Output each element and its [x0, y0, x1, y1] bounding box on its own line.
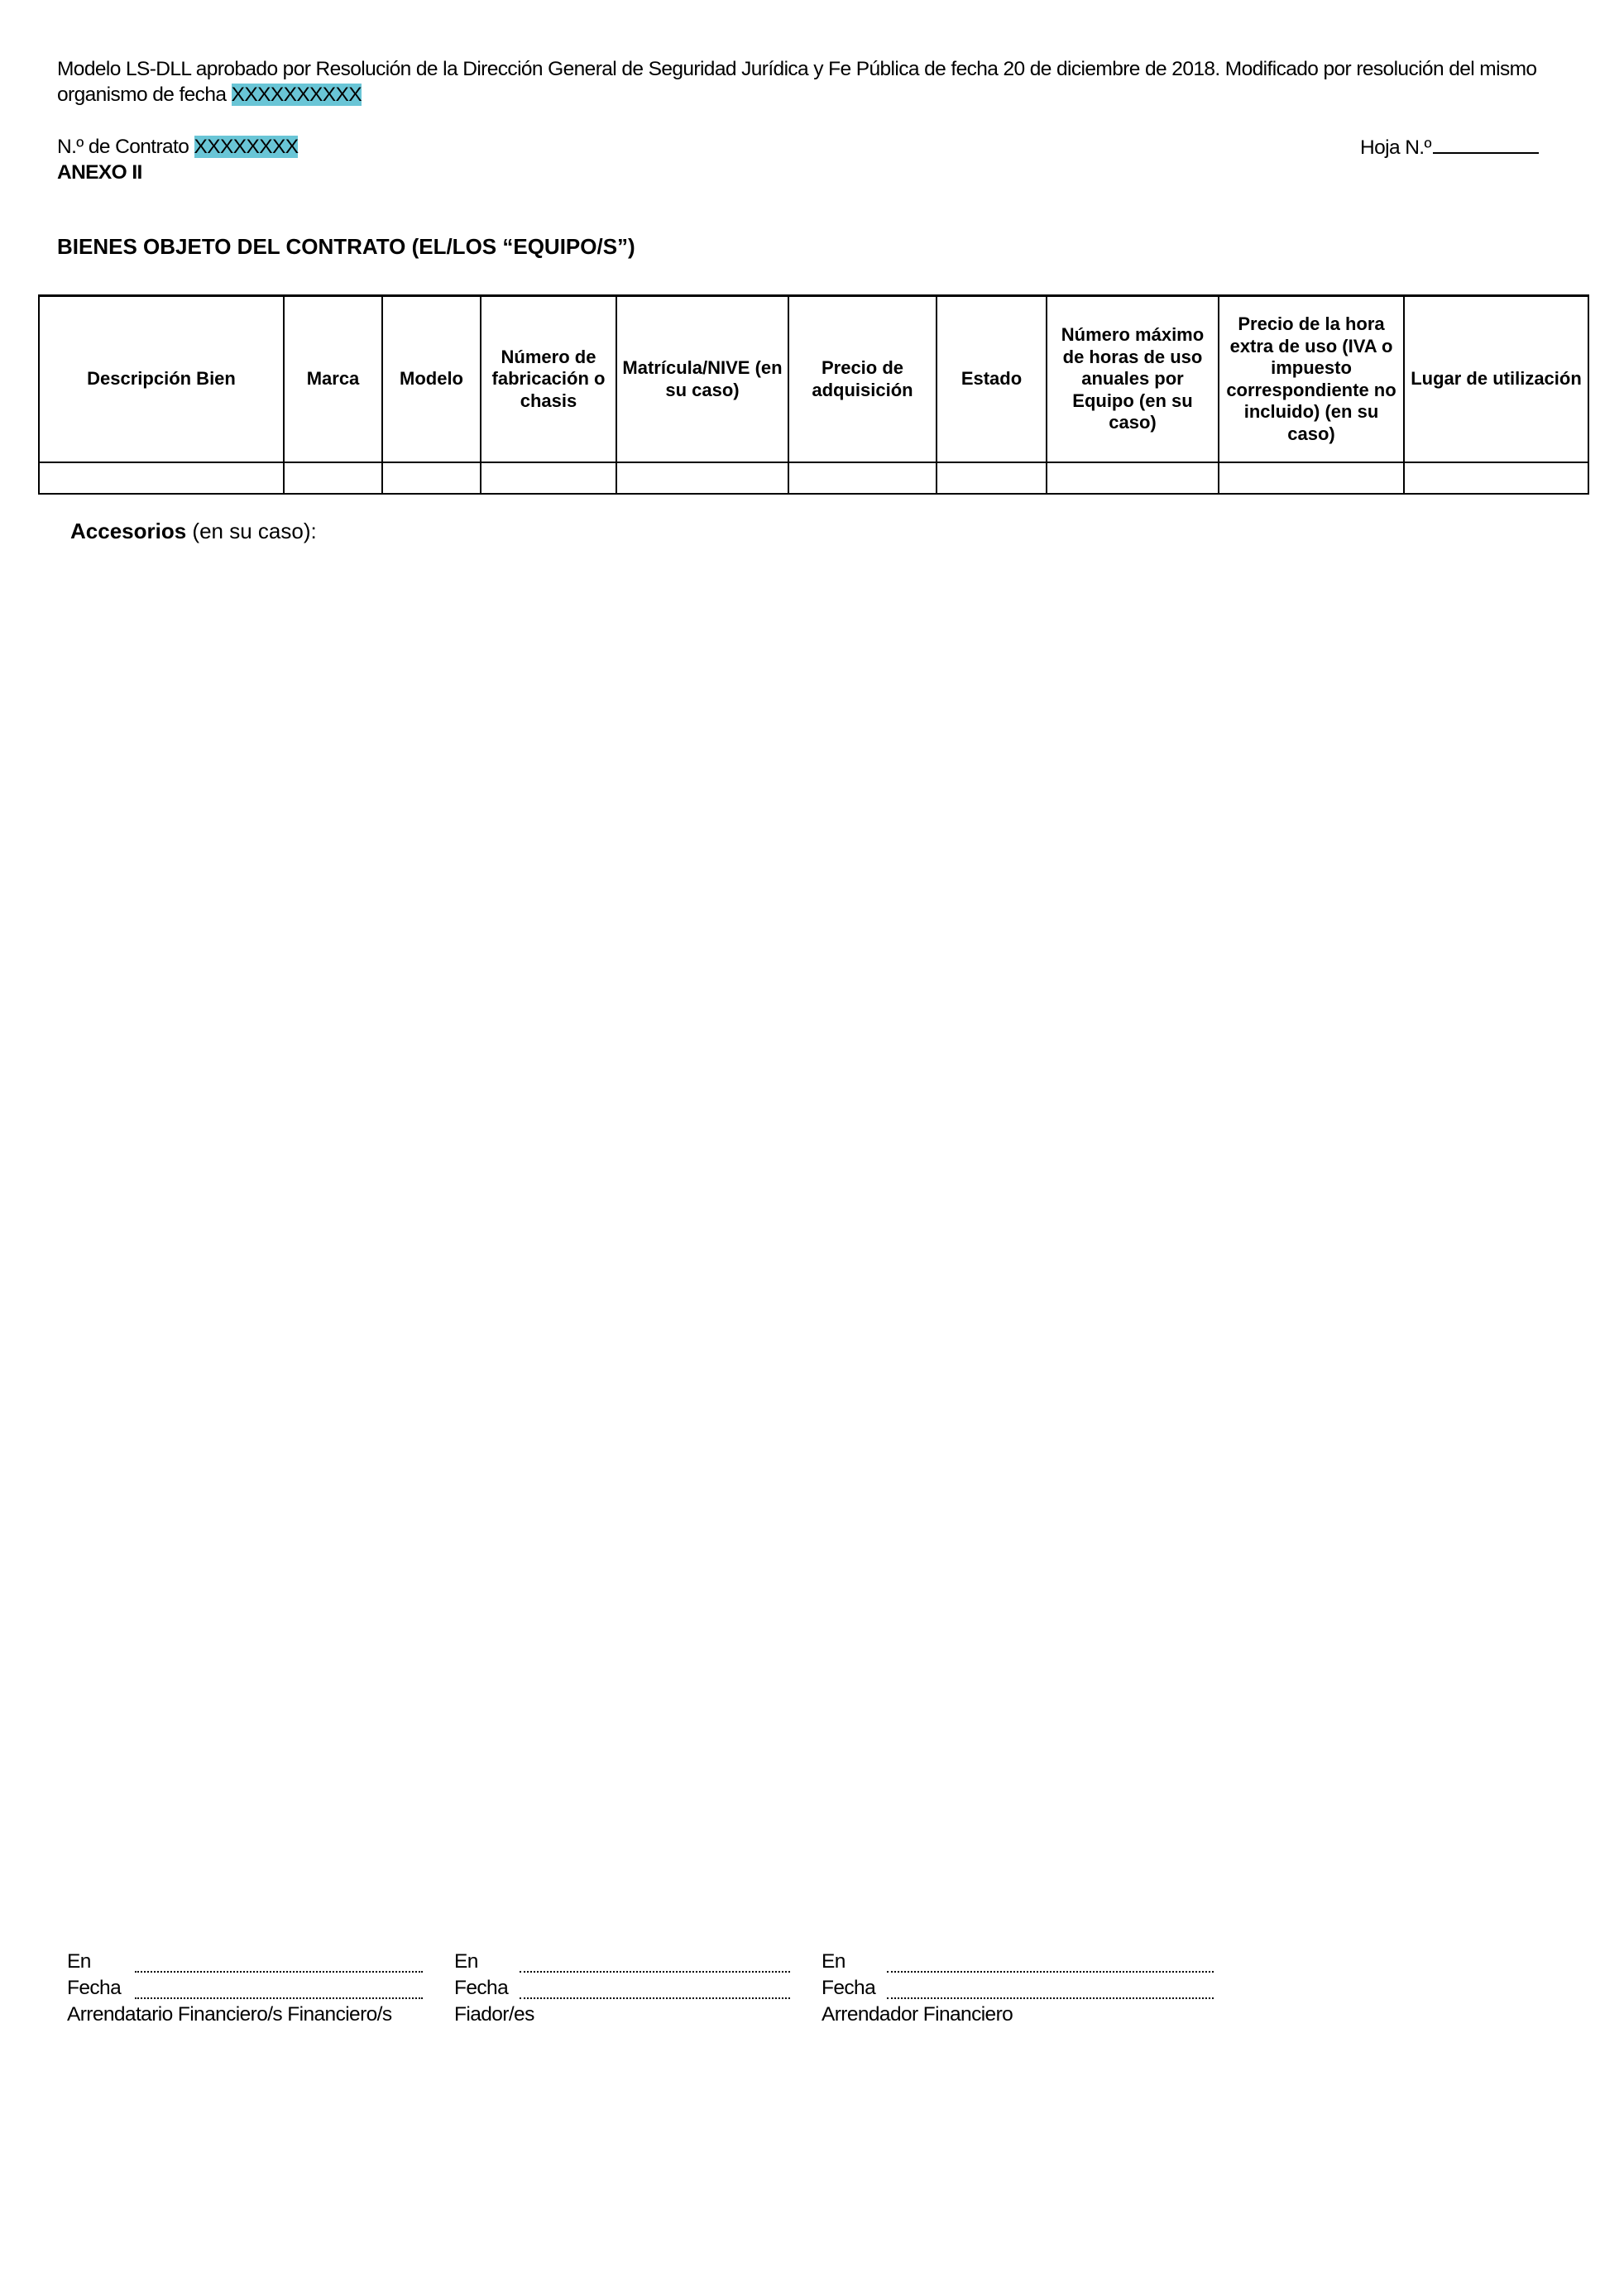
table-cell — [1047, 462, 1219, 494]
place-label: En — [822, 1950, 846, 1973]
signature-date-row — [454, 1975, 790, 2002]
table-cell — [1219, 462, 1404, 494]
table-cell — [39, 462, 284, 494]
date-label: Fecha — [67, 1977, 122, 1999]
signature-role: Arrendador Financiero — [822, 2003, 1013, 2026]
contract-label: N.º de Contrato — [57, 136, 189, 158]
table-cell — [937, 462, 1047, 494]
date-blank — [135, 1997, 423, 1999]
date-blank — [887, 1997, 1214, 1999]
sheet-number — [1360, 134, 1539, 160]
table-cell — [1404, 462, 1588, 494]
signature-block-lessee — [67, 1949, 423, 2028]
sheet-number-blank — [1433, 134, 1539, 154]
table-row — [39, 462, 1588, 494]
column-header: Lugar de utilización — [1404, 296, 1588, 463]
column-header: Precio de la hora extra de uso (IVA o impuesto correspondiente no incluido) (en su caso) — [1219, 296, 1404, 463]
model-approval-body: Modelo LS-DLL aprobado por Resolución de la Dirección General de Seguridad Jurídica y Fe Pública de fecha 20 de diciembre de 2018. Modificado por resolución del mismo organismo de fecha — [57, 58, 1537, 106]
place-blank — [887, 1971, 1214, 1973]
table-cell — [284, 462, 382, 494]
signature-block-guarantor — [454, 1949, 790, 2028]
signature-place-row — [67, 1949, 423, 1975]
column-header: Modelo — [382, 296, 481, 463]
signature-date-row — [822, 1975, 1214, 2002]
section-title: BIENES OBJETO DEL CONTRATO (EL/LOS “EQUIPO/S”) — [57, 234, 635, 259]
sheet-label: Hoja N.º — [1360, 136, 1431, 159]
contract-number — [57, 134, 298, 160]
column-header: Matrícula/NIVE (en su caso) — [616, 296, 788, 463]
model-date-placeholder: XXXXXXXXXX — [231, 84, 362, 106]
annex-title: ANEXO II — [57, 161, 142, 184]
date-label: Fecha — [822, 1977, 876, 1999]
column-header: Precio de adquisición — [788, 296, 937, 463]
column-header: Marca — [284, 296, 382, 463]
date-label: Fecha — [454, 1977, 509, 1999]
signature-role: Fiador/es — [454, 2003, 534, 2026]
accessories-suffix: (en su caso): — [192, 519, 317, 543]
date-blank — [520, 1997, 790, 1999]
signature-place-row — [454, 1949, 790, 1975]
signature-block-lessor — [822, 1949, 1214, 2028]
table-cell — [788, 462, 937, 494]
place-blank — [135, 1971, 423, 1973]
table-cell — [616, 462, 788, 494]
table-cell — [382, 462, 481, 494]
signature-date-row — [67, 1975, 423, 2002]
column-header: Número máximo de horas de uso anuales por Equipo (en su caso) — [1047, 296, 1219, 463]
equipment-table — [38, 294, 1589, 495]
column-header: Número de fabricación o chasis — [481, 296, 616, 463]
column-header: Descripción Bien — [39, 296, 284, 463]
place-blank — [520, 1971, 790, 1973]
signature-place-row — [822, 1949, 1214, 1975]
contract-placeholder: XXXXXXXX — [194, 136, 299, 158]
place-label: En — [454, 1950, 478, 1973]
accessories-label — [70, 518, 317, 544]
table-cell — [481, 462, 616, 494]
model-approval-text — [57, 56, 1588, 108]
signature-role: Arrendatario Financiero/s Financiero/s — [67, 2003, 392, 2026]
table-header-row — [39, 296, 1588, 463]
column-header: Estado — [937, 296, 1047, 463]
accessories-title: Accesorios — [70, 519, 187, 543]
place-label: En — [67, 1950, 91, 1973]
